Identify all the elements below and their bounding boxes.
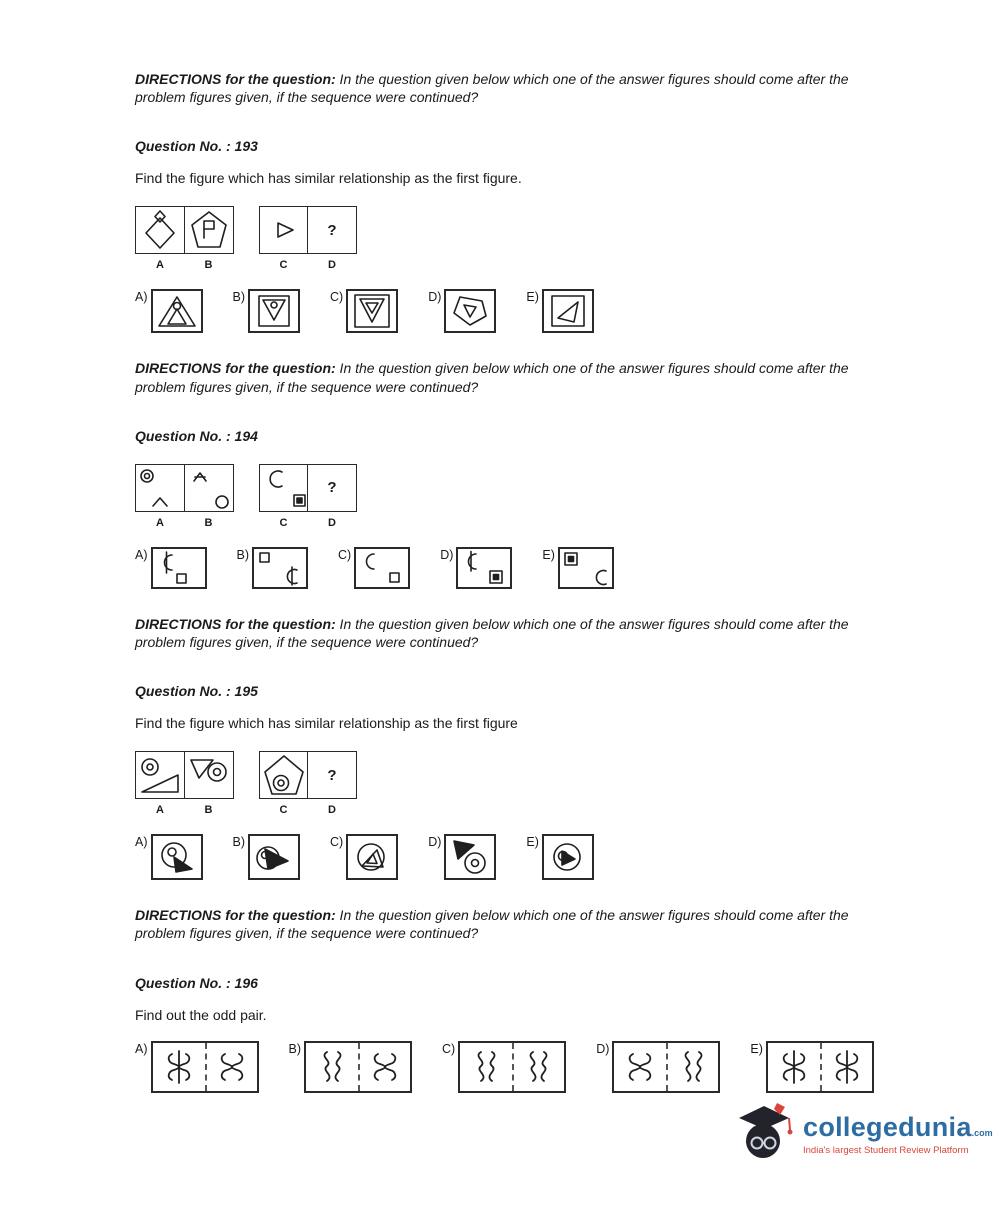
option-d-figure	[444, 834, 496, 880]
option-a-label: A)	[135, 547, 148, 562]
directions-paragraph	[135, 359, 883, 395]
problem-label-a: A	[156, 516, 164, 529]
pair-cell-right	[666, 1043, 718, 1091]
option-a-label: A)	[135, 1041, 148, 1056]
option-e-label: E)	[542, 547, 555, 562]
option-d	[596, 1041, 720, 1093]
problem-figure-c	[259, 751, 309, 816]
problem-label-c: C	[279, 516, 288, 529]
figure-box	[259, 751, 309, 799]
figure-box	[259, 464, 309, 512]
option-c-figure	[346, 289, 398, 333]
option-d-label: D)	[596, 1041, 610, 1056]
option-e	[526, 289, 594, 333]
directions-lead: DIRECTIONS for the question:	[135, 360, 336, 377]
double-s-curl-icon	[314, 1047, 350, 1087]
question-mark: ?	[327, 766, 337, 784]
curly-cross-icon	[367, 1047, 403, 1087]
c-curve-and-square-in-square-icon	[261, 466, 307, 510]
pair-cell-left	[306, 1043, 358, 1091]
option-e-figure-pair	[766, 1041, 874, 1093]
problem-figures-row	[135, 206, 883, 271]
option-b-figure	[252, 547, 308, 589]
directions-paragraph	[135, 906, 883, 942]
right-triangle-icon	[261, 208, 307, 252]
option-b-label: B)	[232, 835, 245, 850]
answer-options-row	[135, 834, 883, 880]
problem-label-c: C	[279, 259, 288, 272]
pair-cell-right	[358, 1043, 410, 1091]
double-s-curl-mirrored-icon	[521, 1047, 557, 1087]
curly-cross-with-stem-icon	[161, 1047, 197, 1087]
question-195-section	[135, 615, 883, 880]
problem-label-b: B	[204, 804, 213, 817]
question-mark: ?	[327, 479, 337, 497]
figure-box	[184, 206, 234, 254]
option-d	[428, 834, 496, 880]
brand-text-block	[803, 1112, 993, 1156]
option-e	[526, 834, 594, 880]
question-prompt: Find the figure which has similar relationship as the first figure.	[135, 170, 522, 187]
problem-figures-row	[135, 464, 883, 529]
pair-cell-left	[768, 1043, 820, 1091]
option-c-label: C)	[330, 290, 344, 305]
option-d-figure	[456, 547, 512, 589]
circle-with-dark-triangle-icon	[154, 837, 200, 877]
directions-body: In the question given below which one of the answer figures should come after the problem figures given, if the sequence were continued?	[135, 615, 849, 650]
problem-label-b: B	[204, 516, 213, 529]
option-b-label: B)	[236, 547, 249, 562]
option-c	[330, 834, 398, 880]
option-c-label: C)	[442, 1041, 456, 1056]
answer-options-row	[135, 547, 883, 589]
square-with-nested-down-triangles-icon	[350, 292, 394, 330]
option-a	[135, 1041, 259, 1093]
problem-group-1	[135, 464, 234, 529]
circle-with-dark-triangle-right-icon	[251, 837, 297, 877]
curly-cross-with-stem-mirrored-icon	[829, 1047, 865, 1087]
problem-figure-c	[259, 464, 309, 529]
option-d	[440, 547, 512, 589]
tilted-pentagon-with-triangle-icon	[448, 292, 492, 330]
square-with-right-triangle-icon	[546, 292, 590, 330]
curly-cross-icon	[214, 1047, 250, 1087]
pair-cell-left	[153, 1043, 205, 1091]
option-a-figure	[151, 547, 207, 589]
pair-cell-left	[460, 1043, 512, 1091]
problem-label-b: B	[204, 259, 213, 272]
question-number: Question No. : 193	[135, 138, 258, 155]
option-b	[237, 547, 309, 589]
option-b-figure	[248, 834, 300, 880]
option-b	[233, 289, 301, 333]
option-e	[750, 1041, 874, 1093]
brand-tagline: India's largest Student Review Platform	[803, 1145, 969, 1156]
problem-figures-row	[135, 751, 883, 816]
question-number: Question No. : 196	[135, 974, 258, 991]
problem-figure-b	[184, 464, 234, 529]
directions-lead: DIRECTIONS for the question:	[135, 615, 336, 632]
problem-figure-a	[135, 464, 185, 529]
option-b	[233, 834, 301, 880]
arrow-and-circle-icon	[186, 466, 232, 510]
option-e-label: E)	[750, 1041, 763, 1056]
pair-cell-left	[614, 1043, 666, 1091]
problem-label-d: D	[328, 516, 336, 529]
option-c	[330, 289, 398, 333]
curly-cross-icon	[622, 1047, 658, 1087]
brand-name: collegedunia	[803, 1112, 972, 1142]
collegedunia-logo[interactable]	[733, 1102, 993, 1166]
option-e	[542, 547, 614, 589]
problem-label-a: A	[156, 259, 164, 272]
figure-box	[184, 464, 234, 512]
option-d	[428, 289, 496, 333]
option-e-figure	[542, 289, 594, 333]
problem-figure-a	[135, 751, 185, 816]
question-mark-box	[307, 751, 357, 799]
option-c-label: C)	[338, 547, 352, 562]
option-c	[442, 1041, 566, 1093]
dark-triangle-with-circle-icon	[447, 837, 493, 877]
option-e-figure	[542, 834, 594, 880]
diamond-with-small-diamond-icon	[137, 208, 183, 252]
double-circle-and-caret-icon	[137, 466, 183, 510]
option-a-figure	[151, 289, 203, 333]
problem-figure-c	[259, 206, 309, 271]
figure-box	[135, 464, 185, 512]
double-s-curl-icon	[468, 1047, 504, 1087]
option-a	[135, 834, 203, 880]
question-mark-box	[307, 206, 357, 254]
problem-figure-b	[184, 206, 234, 271]
problem-label-a: A	[156, 804, 164, 817]
option-b-figure-pair	[304, 1041, 412, 1093]
c-curve-and-square-icon	[357, 550, 407, 586]
option-a-figure-pair	[151, 1041, 259, 1093]
option-b-label: B)	[288, 1041, 301, 1056]
option-c-figure	[354, 547, 410, 589]
problem-figure-a	[135, 206, 185, 271]
problem-group-1	[135, 206, 234, 271]
curly-cross-with-stem-icon	[776, 1047, 812, 1087]
directions-body: In the question given below which one of the answer figures should come after the problem figures given, if the sequence were continued?	[135, 907, 849, 942]
circle-on-ramp-icon	[137, 753, 183, 797]
question-194-section	[135, 359, 883, 588]
option-c-figure	[346, 834, 398, 880]
directions-paragraph	[135, 70, 883, 106]
cent-and-square-icon	[154, 550, 204, 586]
triangle-with-inner-triangle-icon	[155, 292, 199, 330]
figure-box	[184, 751, 234, 799]
directions-body: In the question given below which one of the answer figures should come after the problem figures given, if the sequence were continued?	[135, 360, 849, 395]
problem-group-1	[135, 751, 234, 816]
figure-box	[259, 206, 309, 254]
option-e-figure	[558, 547, 614, 589]
option-d-label: D)	[428, 290, 442, 305]
option-d-figure-pair	[612, 1041, 720, 1093]
question-number: Question No. : 195	[135, 683, 258, 700]
circle-with-outline-triangle-icon	[349, 837, 395, 877]
question-number: Question No. : 194	[135, 427, 258, 444]
question-mark-box	[307, 464, 357, 512]
directions-body: In the question given below which one of the answer figures should come after the problem figures given, if the sequence were continued?	[135, 71, 849, 106]
pentagon-with-double-circle-icon	[261, 753, 307, 797]
brand-suffix: .com	[971, 1128, 993, 1138]
answer-options-row	[135, 289, 883, 333]
option-c	[338, 547, 410, 589]
problem-group-2	[259, 464, 358, 529]
problem-label-d: D	[328, 259, 336, 272]
question-196-section	[135, 906, 883, 1092]
directions-lead: DIRECTIONS for the question:	[135, 71, 336, 87]
option-d-figure	[444, 289, 496, 333]
problem-label-c: C	[279, 804, 288, 817]
cent-and-square-in-square-icon	[459, 550, 509, 586]
problem-group-2	[259, 206, 358, 271]
option-b-label: B)	[232, 290, 245, 305]
option-e-label: E)	[526, 835, 539, 850]
brand-name-row	[803, 1112, 993, 1143]
directions-lead: DIRECTIONS for the question:	[135, 907, 336, 924]
pair-cell-right	[205, 1043, 257, 1091]
pair-cell-right	[820, 1043, 872, 1091]
problem-group-2	[259, 751, 358, 816]
option-a-figure	[151, 834, 203, 880]
figure-box	[135, 206, 185, 254]
option-c-figure-pair	[458, 1041, 566, 1093]
directions-paragraph	[135, 615, 883, 651]
question-193-section	[135, 70, 883, 333]
collegedunia-mascot-icon	[733, 1102, 795, 1166]
option-a	[135, 547, 207, 589]
option-d-label: D)	[440, 547, 454, 562]
problem-figure-d	[307, 751, 357, 816]
square-with-down-triangle-icon	[252, 292, 296, 330]
question-mark: ?	[327, 221, 337, 239]
question-prompt: Find out the odd pair.	[135, 1006, 267, 1023]
option-a-label: A)	[135, 835, 148, 850]
problem-figure-b	[184, 751, 234, 816]
triangle-with-circle-icon	[186, 753, 232, 797]
pentagon-with-flag-icon	[186, 208, 232, 252]
problem-figure-d	[307, 464, 357, 529]
option-a-label: A)	[135, 290, 148, 305]
circle-with-inner-triangle-icon	[545, 837, 591, 877]
answer-options-row	[135, 1041, 883, 1093]
problem-figure-d	[307, 206, 357, 271]
pair-cell-right	[512, 1043, 564, 1091]
square-and-cent-icon	[255, 550, 305, 586]
question-prompt: Find the figure which has similar relationship as the first figure	[135, 715, 518, 732]
option-e-label: E)	[526, 290, 539, 305]
option-a	[135, 289, 203, 333]
option-d-label: D)	[428, 835, 442, 850]
option-b-figure	[248, 289, 300, 333]
square-in-square-and-c-curve-icon	[561, 550, 611, 586]
option-c-label: C)	[330, 835, 344, 850]
problem-label-d: D	[328, 804, 336, 817]
option-b	[289, 1041, 413, 1093]
figure-box	[135, 751, 185, 799]
double-s-curl-icon	[675, 1047, 711, 1087]
